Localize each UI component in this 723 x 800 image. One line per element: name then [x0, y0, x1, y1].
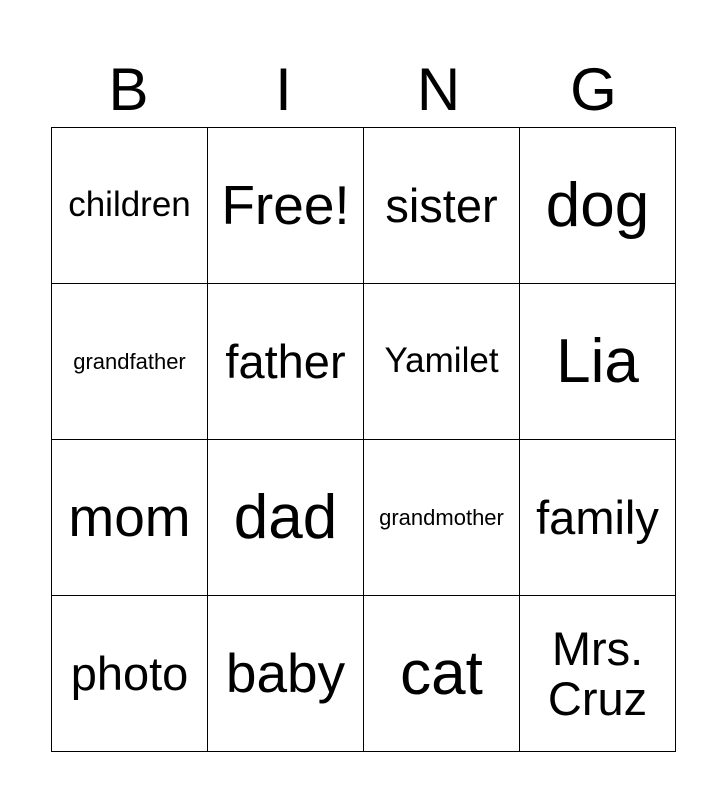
header-letter-g: G: [570, 56, 617, 123]
grid-row-1: [52, 128, 676, 284]
bingo-header: [51, 52, 671, 128]
bingo-cell[interactable]: dog: [520, 128, 676, 284]
bingo-cell[interactable]: dad: [208, 440, 364, 596]
bingo-cell[interactable]: sister: [364, 128, 520, 284]
bingo-cell[interactable]: father: [208, 284, 364, 440]
header-letter-b: B: [108, 56, 149, 123]
bingo-cell[interactable]: baby: [208, 596, 364, 752]
grid-row-3: [52, 440, 676, 596]
grid-row-4: [52, 596, 676, 752]
bingo-cell[interactable]: mom: [52, 440, 208, 596]
bingo-cell[interactable]: grandmother: [364, 440, 520, 596]
bingo-cell[interactable]: Mrs. Cruz: [520, 596, 676, 752]
bingo-cell[interactable]: Yamilet: [364, 284, 520, 440]
free-space-cell[interactable]: Free!: [208, 128, 364, 284]
bingo-cell[interactable]: children: [52, 128, 208, 284]
header-letter-i: I: [275, 56, 292, 123]
bingo-cell[interactable]: family: [520, 440, 676, 596]
bingo-cell[interactable]: photo: [52, 596, 208, 752]
bingo-grid: [51, 127, 676, 752]
bingo-cell[interactable]: grandfather: [52, 284, 208, 440]
bingo-cell[interactable]: cat: [364, 596, 520, 752]
header-letter-n: N: [416, 56, 461, 123]
bingo-cell[interactable]: Lia: [520, 284, 676, 440]
grid-row-2: [52, 284, 676, 440]
